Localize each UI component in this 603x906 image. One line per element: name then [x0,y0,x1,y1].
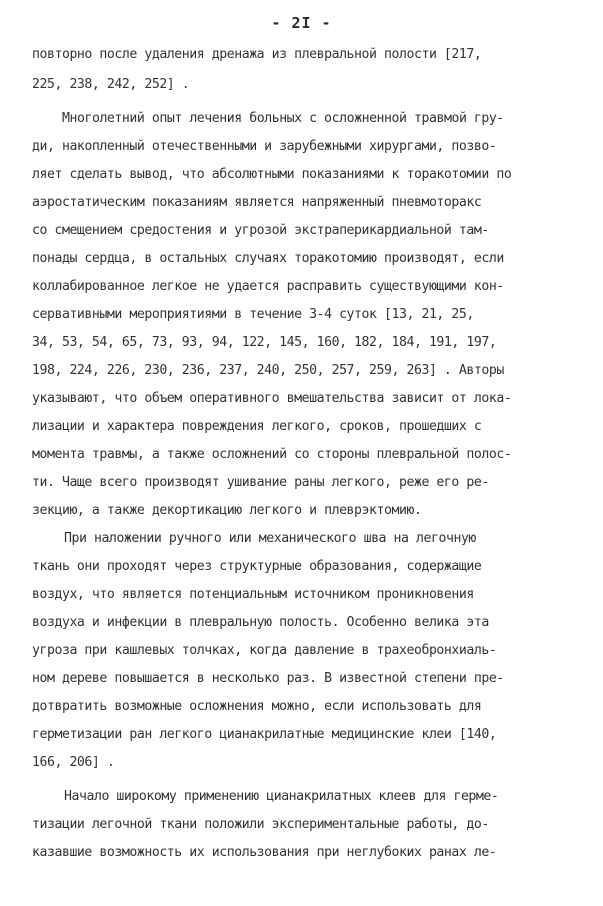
text-line: зекцию, а также декортикацию легкого и плеврэктомию. [32,503,422,518]
page-number: - 2I - [271,14,332,32]
text-line: казавшие возможность их использования при неглубоких ранах ле- [32,845,497,860]
text-line: тизации легочной ткани положили экспериментальные работы, до- [32,817,489,832]
text-line: ди, накопленный отечественными и зарубежными хирургами, позво- [32,139,497,154]
text-line: ном дереве повышается в несколько раз. В известной степени пре- [32,671,504,686]
text-line: повторно после удаления дренажа из плевральной полости [217, [32,47,482,62]
text-line: лизации и характера повреждения легкого, сроков, прошедших с [32,419,482,434]
text-line: понады сердца, в остальных случаях торакотомию производят, если [32,251,504,266]
paragraph-first-line: При наложении ручного или механического шва на легочную [64,531,476,546]
text-line: 198, 224, 226, 230, 236, 237, 240, 250, 257, 259, 263] . Авторы [32,363,504,378]
text-line: герметизации ран легкого цианакрилатные медицинские клеи [140, [32,727,497,742]
text-line: сервативными мероприятиями в течение 3-4 суток [13, 21, 25, [32,307,474,322]
text-line: ляет сделать вывод, что абсолютными показаниями к торакотомии по [32,167,512,182]
text-line: 225, 238, 242, 252] . [32,77,190,92]
text-line: ткань они проходят через структурные образования, содержащие [32,559,482,574]
text-line: коллабированное легкое не удается расправить существующими кон- [32,279,504,294]
text-line: 34, 53, 54, 65, 73, 93, 94, 122, 145, 160, 182, 184, 191, 197, [32,335,497,350]
text-line: момента травмы, а также осложнений со стороны плевральной полос- [32,447,512,462]
text-line: со смещением средостения и угрозой экстраперикардиальной там- [32,223,489,238]
text-line: ти. Чаще всего производят ушивание раны легкого, реже его ре- [32,475,489,490]
text-line: дотвратить возможные осложнения можно, если использовать для [32,699,482,714]
text-line: воздух, что является потенциальным источником проникновения [32,587,474,602]
text-line: аэростатическим показаниям является напряженный пневмоторакс [32,195,482,210]
text-line: указывают, что объем оперативного вмешательства зависит от лока- [32,391,512,406]
paragraph-first-line: Многолетний опыт лечения больных с осложненной травмой гру- [62,111,504,126]
text-line: воздуха и инфекции в плевральную полость. Особенно велика эта [32,615,489,630]
paragraph-first-line: Начало широкому применению цианакрилатных клеев для герме- [64,789,499,804]
text-line: угроза при кашлевых толчках, когда давление в трахеобронхиаль- [32,643,497,658]
text-line: 166, 206] . [32,755,115,770]
